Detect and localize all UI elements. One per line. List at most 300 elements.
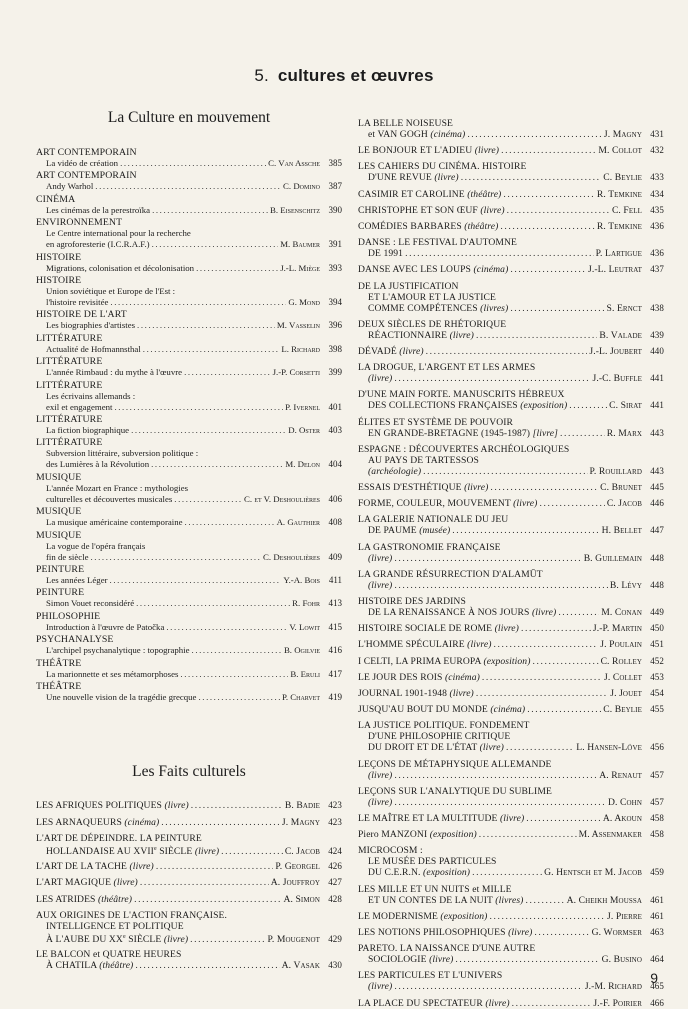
entry-author: J.-L. Joubert [589,346,642,357]
entry-author: V. Lowit [289,621,320,632]
entry-author: B. Eruli [290,668,320,679]
toc-entry [36,437,342,470]
entry-page: 456 [650,742,664,753]
entry-title-line: L'ART DE DÉPEINDRE. LA PEINTURE [36,833,202,844]
toc-entry [358,569,664,591]
entry-title-line: ESSAIS D'ESTHÉTIQUE (livre) [358,482,489,493]
entry-title-line: (livre) [368,981,393,993]
entry-author: A. Simon [283,893,320,905]
entry-title-line: COMME COMPÉTENCES (livres) [368,302,509,314]
entry-page: 447 [650,525,664,536]
leader-dots [394,770,597,781]
entry-title-line: L'année Mozart en France : mythologies [46,482,189,493]
entry-title-line: Subversion littéraire, subversion politique : [46,448,199,459]
entry-title-line: DANSE : LE FESTIVAL D'AUTOMNE [358,237,518,249]
leader-dots [135,960,279,971]
entry-author: R. Temkine [596,221,642,232]
toc-entry [36,564,342,586]
entry-category: THÉÂTRE [36,681,82,692]
entry-title-line: DU C.E.R.N. (exposition) [368,867,471,879]
entry-title-line: Actualité de Hofmannsthal [46,343,141,354]
entry-category: PHILOSOPHIE [36,610,101,622]
leader-dots [394,981,582,992]
entry-title-line: HISTOIRE SOCIALE DE ROME (livre) [358,623,519,635]
entry-author: P. Ivernel [285,401,320,412]
leader-dots [156,861,274,872]
entry-title-line: Piero MANZONI (exposition) [358,829,477,841]
entry-page: 417 [328,668,342,679]
entry-author: J.-F. Poirier [593,997,642,1009]
leader-dots [539,498,604,509]
entry-title-line: LA GALERIE NATIONALE DU JEU [358,514,509,526]
leader-dots [137,320,275,331]
entry-page: 403 [328,425,342,435]
entry-category: LITTÉRATURE [36,414,103,425]
entry-category: PEINTURE [36,564,85,575]
entry-title-line: DÉVADÉ (livre) [358,346,424,357]
leader-dots [192,645,282,656]
toc-entry [358,498,664,509]
entry-title-line: ÉLITES ET SYSTÈME DE POUVOIR [358,416,514,428]
leader-dots [394,373,590,384]
toc-entry [358,704,664,715]
entry-author: R. Temkine [596,188,642,200]
entry-page: 445 [650,482,664,492]
entry-title-line: LES ATRIDES (théâtre) [36,893,133,905]
entry-author: M. Baumer [280,239,320,250]
toc-entry [36,194,342,216]
entry-author: C. Fell [611,204,642,216]
entry-title-line: À CHATILA (théâtre) [46,959,134,971]
entry-author: M. Conan [601,607,642,618]
entry-title-line: LA GASTRONOMIE FRANÇAISE [358,541,501,553]
entry-page: 396 [328,320,342,331]
entry-title-line: L'archipel psychanalytique : topographie [46,645,190,656]
leader-dots [560,428,605,439]
entry-page: 446 [650,498,664,509]
entry-category: LITTÉRATURE [36,437,103,449]
leader-dots [134,894,281,905]
leader-dots [558,607,599,618]
leader-dots [512,998,592,1009]
toc-entry [358,205,664,216]
entry-title-line: La fiction biographique [46,425,130,435]
entry-category: LITTÉRATURE [36,356,103,368]
toc-entry [358,970,664,992]
entry-title-line: LA JUSTICE POLITIQUE. FONDEMENT [358,720,530,732]
entry-page: 426 [328,860,342,871]
leader-dots [501,145,596,156]
entry-page: 391 [328,239,342,250]
entry-page: 448 [650,579,664,590]
entry-title-line: JOURNAL 1901-1948 (livre) [358,688,474,699]
entry-page: 451 [650,639,664,650]
leader-dots [426,346,588,357]
entry-page: 431 [650,129,664,139]
toc-entry [358,813,664,824]
leader-dots [110,575,282,586]
entry-author: H. Bellet [601,525,642,537]
entry-author: J. Jouet [610,688,642,699]
entry-title-line: fin de siècle [46,551,89,562]
entry-title-line: DES COLLECTIONS FRANÇAISES (exposition) [368,400,568,412]
entry-title-line: LE MODERNISME (exposition) [358,910,488,922]
leader-dots [510,303,604,314]
toc-entry [358,927,664,938]
entry-page: 458 [650,829,664,840]
toc-entry [358,482,664,493]
entry-title-line: CHRISTOPHE ET SON ŒUF (livre) [358,204,505,216]
toc-entry [358,362,664,384]
entry-title-line: L'ART DE LA TACHE (livre) [36,860,154,872]
entry-page: 461 [650,894,664,905]
entry-category: HISTOIRE [36,275,82,286]
entry-title-line: DU DROIT ET DE L'ÉTAT (livre) [368,742,504,754]
leader-dots [140,877,269,888]
toc-entry [358,786,664,808]
entry-page: 427 [328,877,342,887]
entry-title-line: l'histoire revisitée [46,297,109,307]
leader-dots [191,800,283,811]
entry-author: J. Collet [604,671,642,683]
entry-title-line: LES CAHIERS DU CINÉMA. HISTOIRE [358,161,527,173]
entry-page: 409 [328,551,342,562]
entry-page: 406 [328,493,342,504]
entry-title-line: L'HOMME SPÉCULAIRE (livre) [358,639,492,651]
leader-dots [489,911,605,922]
entry-author: P. Charvet [281,692,320,702]
entry-category: MUSIQUE [36,506,82,518]
entry-title-line: en agroforesterie (I.C.R.A.F.) [46,239,150,250]
toc-entry [358,237,664,259]
leader-dots [500,221,594,232]
entry-author: B. Guillemain [583,552,642,564]
entry-author: D. Cohn [608,796,642,808]
entry-page: 398 [328,343,342,354]
leader-dots [534,927,589,938]
leader-dots [196,263,278,274]
leader-dots [461,172,602,183]
entry-page: 463 [650,927,664,937]
entry-author: B. Ogilvie [283,645,320,656]
entry-title-line: La vogue de l'opéra français [46,540,146,551]
entry-author: P. Georgel [275,860,320,872]
leader-dots [152,239,279,250]
entry-page: 443 [650,427,664,438]
entry-page: 465 [650,981,664,992]
leader-dots [152,205,268,216]
entry-page: 399 [328,367,342,378]
entry-title-line: EN GRANDE-BRETAGNE (1945-1987) [livre] [368,427,559,439]
toc-entry [36,611,342,633]
leader-dots [476,330,597,341]
entry-author: R. Fohr [292,598,320,609]
entry-page: 437 [650,264,664,275]
entry-title-line: RÉACTIONNAIRE (livre) [368,329,474,341]
entry-author: P. Rouillard [589,465,642,477]
entry-page: 404 [328,459,342,470]
toc-entry [36,910,342,945]
entry-author: A. Vasak [281,959,320,971]
toc-entry [358,145,664,156]
toc-entry [36,894,342,905]
entry-page: 454 [650,688,664,698]
toc-entry [36,380,342,413]
entry-category: PEINTURE [36,587,85,599]
entry-title-line: LEÇONS SUR L'ANALYTIQUE DU SUBLIME [358,785,552,797]
entry-author: J.-P. Corsetti [272,367,320,378]
entry-category: ENVIRONNEMENT [36,217,123,229]
entry-title-line: L'ART MAGIQUE (livre) [36,877,138,888]
entry-page: 439 [650,329,664,340]
entry-author: C. Beylie [603,172,642,184]
entry-page: 449 [650,607,664,617]
entry-title-line: La marionnette et ses métamorphoses [46,668,179,679]
entry-author: C. Rolley [600,655,642,667]
entry-author: J. Poulain [600,639,642,651]
leader-dots [114,402,283,413]
entry-author: C. Van Assche [268,158,320,168]
leader-dots [184,367,271,378]
leader-dots [503,189,595,200]
entry-page: 464 [650,954,664,965]
entry-page: 416 [328,645,342,656]
entry-page: 434 [650,188,664,199]
toc-entry [358,389,664,411]
toc-entry [36,309,342,331]
entry-category: LITTÉRATURE [36,379,103,391]
toc-entry [358,829,664,840]
entry-page: 394 [328,297,342,307]
entry-author: G. Busino [601,954,642,966]
entry-title-line: LE BONJOUR ET L'ADIEU (livre) [358,145,500,157]
leader-dots [527,704,601,715]
entry-page: 424 [328,846,342,857]
entry-title-line: HOLLANDAISE AU XVIIe SIÈCLE (livre) [46,846,220,858]
toc-entry [36,147,342,169]
toc-entry [36,170,342,192]
entry-title-line: Les écrivains allemands : [46,390,136,401]
entry-author: A. Akoun [602,813,642,824]
entry-author: C. Brunet [600,482,642,493]
toc-entry [36,530,342,563]
entry-author: A. Renaut [599,769,642,781]
entry-title-line: Les cinémas de la perestroïka [46,204,151,215]
entry-page: 461 [650,910,664,921]
entry-author: B. Valade [599,329,642,341]
entry-author: J. Magny [281,816,320,828]
entry-title-line: LA DROGUE, L'ARGENT ET LES ARMES [358,362,536,374]
entry-title-line: et VAN GOGH (cinéma) [368,129,466,140]
entry-author: B. Eisenschitz [270,204,320,215]
leader-dots [151,459,283,470]
entry-page: 458 [650,813,664,823]
entry-title-line: (livre) [368,579,393,591]
leader-dots [394,797,606,808]
entry-page: 457 [650,796,664,807]
leader-dots [143,344,280,355]
toc-entry [358,514,664,536]
entry-page: 441 [650,373,664,384]
entry-author: R. Marx [606,427,642,439]
entry-title-line: LES ARNAQUEURS (cinéma) [36,816,160,828]
entry-title-line: des Lumières à la Révolution [46,459,150,470]
entry-title-line: LE JOUR DES ROIS (cinéma) [358,671,480,683]
entry-category: CINÉMA [36,193,76,205]
entry-author: M. Collot [598,145,642,157]
leader-dots [507,205,610,216]
leader-dots [423,466,587,477]
leader-dots [506,742,574,753]
toc-entry [358,884,664,906]
leader-dots [180,669,288,680]
leader-dots [198,692,279,703]
entry-author: J. Magny [603,129,642,140]
entry-title-line: LA PLACE DU SPECTATEUR (livre) [358,997,510,1009]
toc-entry [36,333,342,355]
entry-author: L. Richard [281,343,320,354]
entry-category: LITTÉRATURE [36,332,103,344]
leader-dots [455,954,599,965]
entry-page: 435 [650,204,664,215]
entry-page: 393 [328,262,342,273]
section-heading-culture: La Culture en mouvement [107,109,271,126]
entry-category: ART CONTEMPORAIN [36,170,137,182]
entry-page: 429 [328,934,342,945]
entry-category: MUSIQUE [36,529,82,541]
entry-title-line: DE LA RENAISSANCE À NOS JOURS (livre) [368,607,557,618]
leader-dots [166,622,287,633]
entry-title-line: LA GRANDE RÉSURRECTION D'ALAMŪT [358,568,543,580]
leader-dots [405,248,594,259]
chapter-number: 5. [254,66,269,85]
entry-title-line: AUX ORIGINES DE L'ACTION FRANÇAISE. [36,910,227,921]
entry-title-line: LA BELLE NOISEUSE [358,118,453,129]
toc-entry [358,221,664,232]
entry-author: G. Mond [288,297,320,307]
leader-dots [221,846,283,857]
entry-title-line: Introduction à l'œuvre de Patočka [46,621,165,632]
entry-author: D. Oster [288,425,320,435]
entry-author: P. Lartigue [595,248,642,260]
entry-author: C. Beylie [603,704,642,716]
entry-category: ART CONTEMPORAIN [36,147,137,158]
entry-title-line: À L'AUBE DU XXe SIÈCLE (livre) [46,934,189,946]
leader-dots [525,895,564,906]
entry-title-line: DE 1991 [368,248,404,260]
entry-page: 419 [328,692,342,702]
entry-title-line: La vidéo de création [46,158,119,168]
toc-entry [358,319,664,341]
toc-entry [358,672,664,683]
toc-entry [358,444,664,477]
entry-title-line: PARETO. LA NAISSANCE D'UNE AUTRE [358,943,536,955]
entry-author: J.-M. Richard [584,981,642,993]
entry-title-line: LEÇONS DE MÉTAPHYSIQUE ALLEMANDE [358,758,552,770]
entry-page: 450 [650,623,664,634]
toc-entry [358,417,664,439]
toc-entry [358,943,664,965]
toc-entry [358,623,664,634]
toc-entry [358,118,664,140]
entry-page: 436 [650,221,664,231]
entry-author: C. Deshoulières [263,551,320,562]
toc-entry [36,833,342,857]
page-number: 9 [650,970,658,986]
entry-title-line: SOCIOLOGIE (livre) [368,954,454,966]
entry-title-line: Les années Léger [46,575,108,585]
entry-title-line: I CELTI, LA PRIMA EUROPA (exposition) [358,655,531,667]
entry-title-line: L'année Rimbaud : du mythe à l'œuvre [46,367,183,378]
entry-page: 441 [650,400,664,411]
toc-entry [36,861,342,872]
entry-author: A. Gauthier [276,517,320,528]
entry-author: J.-P. Martin [592,623,642,635]
leader-dots [131,425,286,436]
entry-title-line: Union soviétique et Europe de l'Est : [46,286,176,296]
entry-page: 436 [650,248,664,259]
toc-entry [358,720,664,753]
toc-entry [358,845,664,878]
entry-page: 411 [328,575,342,585]
leader-dots [510,264,586,275]
entry-title-line: CASIMIR ET CAROLINE (théâtre) [358,188,502,200]
entry-title-line: D'UNE MAIN FORTE. MANUSCRITS HÉBREUX [358,389,565,401]
entry-page: 401 [328,401,342,412]
toc-entry [36,414,342,436]
leader-dots [452,525,599,536]
entry-title-line: INTELLIGENCE ET POLITIQUE [46,921,184,932]
entry-page: 459 [650,867,664,878]
toc-entry [36,817,342,828]
entry-title-line: D'UNE REVUE (livre) [368,172,459,184]
chapter-title [0,66,688,86]
entry-title-line: HISTOIRE DES JARDINS [358,596,466,607]
entry-page: 432 [650,145,664,156]
toc-entry [36,217,342,250]
entry-title-line: MICROCOSM : [358,845,423,857]
entry-title-line: LE MAÎTRE ET LA MULTITUDE (livre) [358,813,525,824]
entry-author: C. et V. Deshoulières [244,493,320,504]
toc-entry [358,911,664,922]
leader-dots [174,494,242,505]
entry-title-line: (archéologie) [368,465,422,477]
entry-title-line: D'UNE PHILOSOPHIE CRITIQUE [368,731,511,743]
entry-author: P. Mougenot [267,934,320,946]
chapter-name: cultures et œuvres [277,66,434,85]
entry-title-line: LES AFRIQUES POLITIQUES (livre) [36,800,189,811]
entry-category: HISTOIRE DE L'ART [36,309,127,321]
entry-title-line: DEUX SIÈCLES DE RHÉTORIQUE [358,318,507,330]
entry-page: 413 [328,598,342,609]
entry-author: C. Jacob [284,846,320,858]
toc-entry [358,656,664,667]
toc-entry [358,189,664,200]
entry-author: C. Domino [283,181,320,192]
leader-dots [136,598,290,609]
entry-category: THÉÂTRE [36,657,82,669]
entry-author: C. Sirat [609,400,642,412]
entry-title-line: LE BALCON et QUATRE HEURES [36,948,182,960]
toc-entry [358,998,664,1009]
leader-dots [120,158,266,169]
entry-page: 453 [650,671,664,682]
entry-title-line: ET L'AMOUR ET LA JUSTICE [368,291,496,303]
leader-dots [479,829,577,840]
toc-entry [358,264,664,275]
entry-title-line: DANSE AVEC LES LOUPS (cinéma) [358,264,509,276]
entry-page: 438 [650,302,664,313]
